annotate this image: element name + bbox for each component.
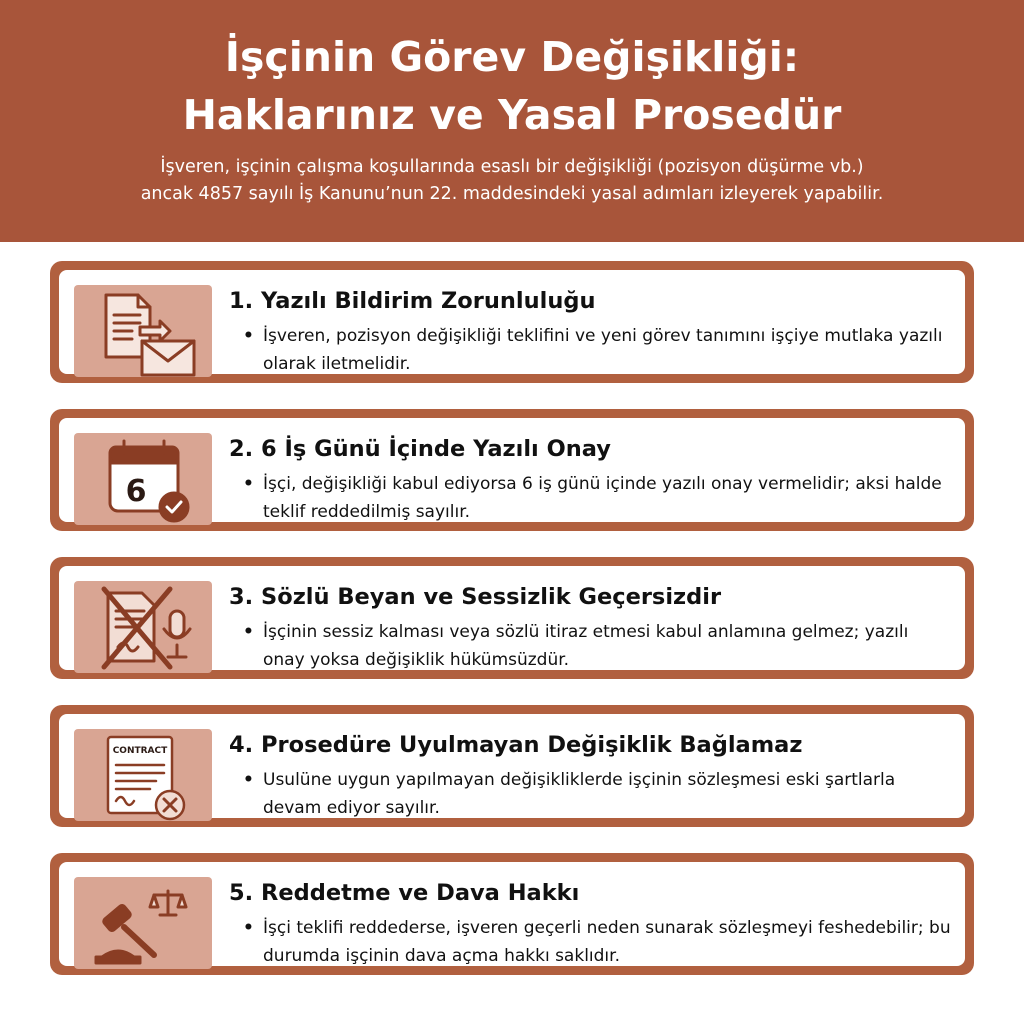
- calendar-day-label: 6: [125, 474, 147, 509]
- crossed-document-microphone-icon: [74, 581, 212, 673]
- step-card-2: [50, 409, 974, 531]
- step-3-text: İşçinin sessiz kalması veya sözlü itiraz etmesi kabul anlamına gelmez; yazılı onay yoksa değişiklik hükümsüzdür.: [263, 622, 909, 670]
- step-card-5: [50, 853, 974, 975]
- step-2-description: [243, 470, 955, 526]
- subtitle-line-2: ancak 4857 sayılı İş Kanunu’nun 22. maddesindeki yasal adımları izleyerek yapabilir.: [140, 184, 884, 204]
- contract-cancel-icon: [74, 729, 212, 821]
- step-card-3-body: [59, 566, 965, 670]
- calendar-check-icon: [74, 433, 212, 525]
- step-4-title: 4. Prosedüre Uyulmayan Değişiklik Bağlamaz: [229, 732, 803, 758]
- page-subtitle: [12, 154, 1012, 208]
- step-2-text: İşçi, değişikliği kabul ediyorsa 6 iş günü içinde yazılı onay vermelidir; aksi halde teklif reddedilmiş sayılır.: [263, 474, 942, 522]
- step-2-title: 2. 6 İş Günü İçinde Yazılı Onay: [229, 436, 611, 462]
- title-line-1: İşçinin Görev Değişikliği:: [224, 33, 800, 81]
- step-5-title: 5. Reddetme ve Dava Hakkı: [229, 880, 580, 906]
- step-4-text: Usulüne uygun yapılmayan değişikliklerde işçinin sözleşmesi eski şartlarla devam ediyor sayılır.: [263, 770, 896, 818]
- step-3-description: [243, 618, 955, 674]
- gavel-scales-icon: [74, 877, 212, 969]
- bullet-icon: •: [243, 622, 254, 642]
- step-3-title: 3. Sözlü Beyan ve Sessizlik Geçersizdir: [229, 584, 722, 610]
- step-1-text: İşveren, pozisyon değişikliği teklifini ve yeni görev tanımını işçiye mutlaka yazılı olarak iletmelidir.: [263, 326, 943, 374]
- step-card-1: [50, 261, 974, 383]
- bullet-icon: •: [243, 770, 254, 790]
- title-line-2: Haklarınız ve Yasal Prosedür: [182, 91, 842, 139]
- step-card-4-body: [59, 714, 965, 818]
- step-card-3: [50, 557, 974, 679]
- document-envelope-icon: [74, 285, 212, 377]
- page-title: [0, 0, 1024, 144]
- step-1-description: [243, 322, 955, 378]
- contract-label: CONTRACT: [112, 746, 168, 756]
- step-5-text: İşçi teklifi reddederse, işveren geçerli neden sunarak sözleşmeyi feshedebilir; bu durumda işçinin dava açma hakkı saklıdır.: [263, 918, 951, 966]
- step-1-title: 1. Yazılı Bildirim Zorunluluğu: [229, 288, 596, 314]
- subtitle-line-1: İşveren, işçinin çalışma koşullarında esaslı bir değişikliği (pozisyon düşürme vb.): [160, 157, 864, 177]
- step-4-description: [243, 766, 955, 822]
- step-card-4: [50, 705, 974, 827]
- bullet-icon: •: [243, 474, 254, 494]
- step-card-2-body: [59, 418, 965, 522]
- step-card-5-body: [59, 862, 965, 966]
- bullet-icon: •: [243, 326, 254, 346]
- header-banner: [0, 0, 1024, 242]
- bullet-icon: •: [243, 918, 254, 938]
- step-5-description: [243, 914, 955, 970]
- step-card-1-body: [59, 270, 965, 374]
